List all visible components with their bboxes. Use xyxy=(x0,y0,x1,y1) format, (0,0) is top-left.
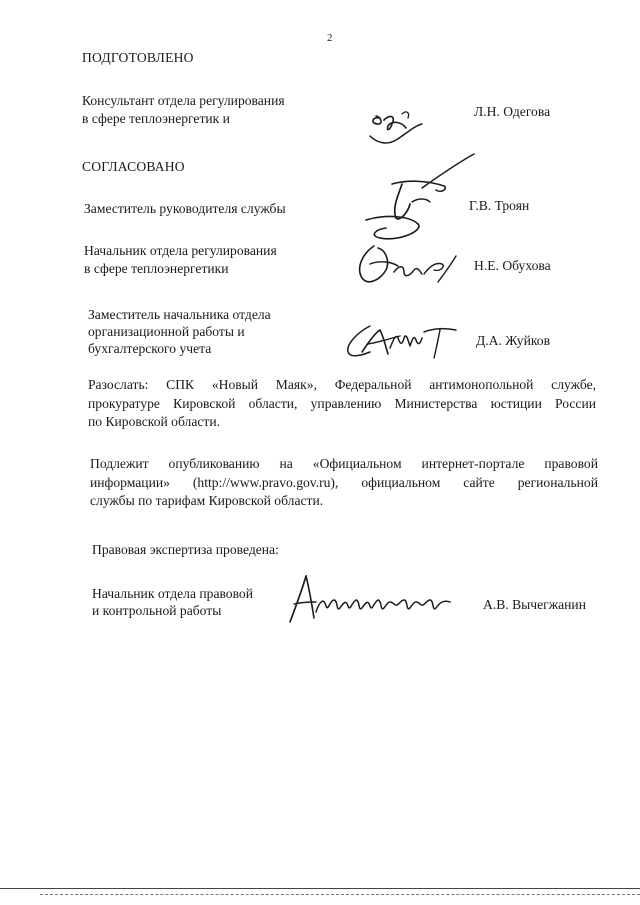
footer-rule xyxy=(0,888,640,889)
agreed-entry-3-position-line-1: Заместитель начальника отдела xyxy=(88,307,271,322)
signature-obukhova xyxy=(350,236,462,292)
agreed-entry-3-position-line-3: бухгалтерского учета xyxy=(88,341,212,356)
prepared-position-line-1: Консультант отдела регулирования xyxy=(82,93,285,108)
signature-zhuikov xyxy=(340,318,464,366)
legal-review-name: А.В. Вычегжанин xyxy=(483,597,586,612)
prepared-position-line-2: в сфере теплоэнергетик и xyxy=(82,111,230,126)
signature-odegova xyxy=(362,102,432,150)
publication-line-3: службы по тарифам Кировской области. xyxy=(90,493,324,508)
agreed-entry-1-position-line-1: Заместитель руководителя службы xyxy=(84,201,286,216)
distribution-line-3: по Кировской области. xyxy=(88,414,221,429)
agreed-entry-2-name: Н.Е. Обухова xyxy=(474,258,551,273)
agreed-entry-2-position-line-2: в сфере теплоэнергетики xyxy=(84,261,229,276)
signature-troyan xyxy=(356,150,486,248)
distribution-paragraph xyxy=(88,376,596,432)
page-number: 2 xyxy=(327,32,333,44)
publication-line-2: информации» (http://www.pravo.gov.ru), официальном сайте региональной xyxy=(90,474,598,490)
agreed-entry-1-name: Г.В. Троян xyxy=(469,198,530,213)
agreed-entry-3-position-line-2: организационной работы и xyxy=(88,324,245,339)
legal-review-statement: Правовая экспертиза проведена: xyxy=(92,542,279,557)
distribution-line-2: прокуратуре Кировской области, управлению Министерства юстиции России xyxy=(88,395,596,411)
agreed-heading: СОГЛАСОВАНО xyxy=(82,159,185,174)
agreed-entry-3-name: Д.А. Жуйков xyxy=(476,333,551,348)
legal-review-position-line-2: и контрольной работы xyxy=(92,603,222,618)
prepared-name: Л.Н. Одегова xyxy=(474,104,551,119)
distribution-line-1: Разослать: СПК «Новый Маяк», Федеральной антимонопольной службе, xyxy=(88,377,596,392)
publication-paragraph xyxy=(90,455,598,511)
signature-vychegzhanin xyxy=(282,572,462,628)
agreed-entry-2-position-line-1: Начальник отдела регулирования xyxy=(84,243,277,258)
footer-rule-secondary xyxy=(40,894,640,895)
publication-line-1: Подлежит опубликованию на «Официальном интернет-портале правовой xyxy=(90,456,598,471)
prepared-heading: ПОДГОТОВЛЕНО xyxy=(82,50,194,65)
legal-review-position-line-1: Начальник отдела правовой xyxy=(92,586,254,601)
